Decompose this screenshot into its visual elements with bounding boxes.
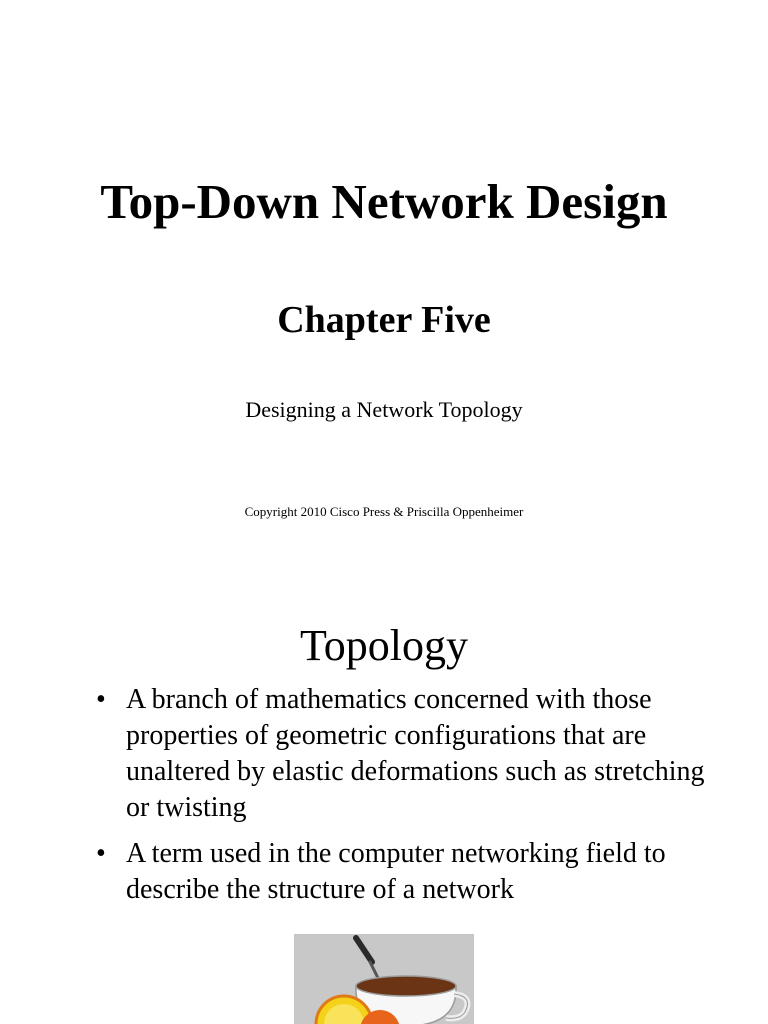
bullet-icon: • bbox=[96, 684, 106, 715]
list-item bbox=[0, 682, 768, 826]
chapter-subtitle: Chapter Five bbox=[277, 299, 491, 341]
topology-slide bbox=[0, 600, 768, 1024]
slide-title: Topology bbox=[299, 621, 469, 670]
coffee-cup-icon bbox=[294, 934, 474, 1024]
bullet-list bbox=[0, 682, 768, 918]
list-item bbox=[0, 836, 768, 908]
page-title: Top-Down Network Design bbox=[100, 174, 668, 229]
bullet-text: A term used in the computer networking field to describe the structure of a network bbox=[126, 838, 666, 905]
coffee-cup-clipart-icon bbox=[294, 934, 474, 1024]
bullet-icon: • bbox=[96, 838, 106, 869]
copyright-notice: Copyright 2010 Cisco Press & Priscilla Oppenheimer bbox=[244, 504, 524, 519]
bullet-text: A branch of mathematics concerned with those properties of geometric configurations that are unaltered by elastic deformations such as stretching or twisting bbox=[126, 684, 705, 823]
chapter-subheading: Designing a Network Topology bbox=[245, 397, 523, 422]
